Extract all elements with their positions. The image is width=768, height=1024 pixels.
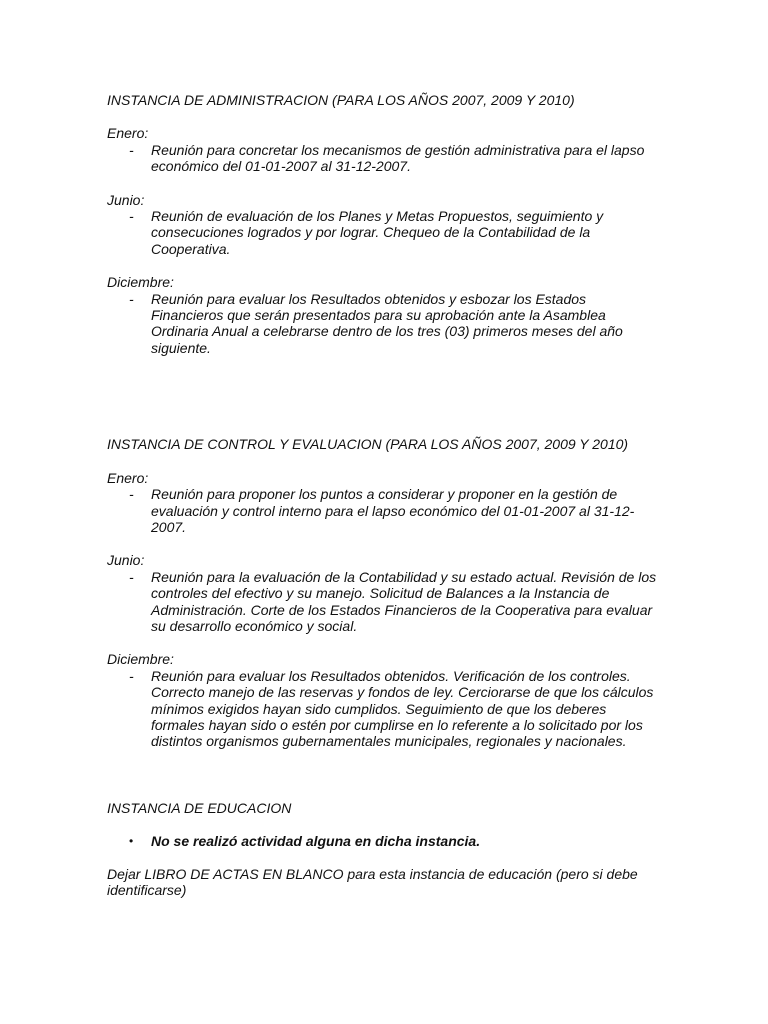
item-text: Reunión de evaluación de los Planes y Metas Propuestos, seguimiento y consecuciones logrados y por lograr. Chequeo de la Contabilidad de la Cooperativa. [151, 208, 604, 257]
list-item [107, 486, 667, 535]
section-title-control: INSTANCIA DE CONTROL Y EVALUACION (PARA LOS AÑOS 2007, 2009 Y 2010) [107, 436, 629, 453]
month-label-junio: Junio: [107, 191, 145, 208]
dash-marker: - [129, 486, 134, 503]
bullet-icon: • [129, 834, 134, 849]
dash-marker: - [129, 141, 134, 158]
dash-marker: - [129, 208, 134, 225]
dash-marker: - [129, 568, 134, 585]
month-label-junio: Junio: [107, 552, 145, 569]
bullet-item [107, 833, 667, 849]
item-text: Reunión para proponer los puntos a considerar y proponer en la gestión de evaluación y control interno para el lapso económico del 01-01-2007 al 31-12-2007. [151, 486, 635, 535]
bullet-text: No se realizó actividad alguna en dicha instancia. [151, 833, 481, 850]
item-text: Reunión para la evaluación de la Contabilidad y su estado actual. Revisión de los controles del efectivo y su manejo. Solicitud de Balances a la Instancia de Administración. Corte de los Estados Financieros de la Cooperativa para evaluar su desarrollo económico y social. [151, 568, 657, 634]
list-item [107, 291, 667, 357]
document-page [107, 92, 667, 898]
list-item [107, 142, 667, 175]
month-label-diciembre: Diciembre: [107, 274, 174, 291]
month-label-enero: Enero: [107, 125, 149, 142]
month-label-diciembre: Diciembre: [107, 651, 174, 668]
closing-note: Dejar LIBRO DE ACTAS EN BLANCO para esta instancia de educación (pero si debe identificarse) [107, 865, 638, 898]
list-item [107, 668, 667, 750]
item-text: Reunión para concretar los mecanismos de gestión administrativa para el lapso económico del 01-01-2007 al 31-12-2007. [151, 141, 645, 175]
dash-marker: - [129, 667, 134, 684]
dash-marker: - [129, 290, 134, 307]
section-title-administracion: INSTANCIA DE ADMINISTRACION (PARA LOS AÑOS 2007, 2009 Y 2010) [107, 92, 575, 108]
section-title-educacion: INSTANCIA DE EDUCACION [107, 799, 292, 816]
month-label-enero: Enero: [107, 469, 149, 486]
list-item [107, 569, 667, 635]
item-text: Reunión para evaluar los Resultados obtenidos y esbozar los Estados Financieros que serán presentados para su aprobación ante la Asamblea Ordinaria Anual a celebrarse dentro de los tres (03) primeros meses del año siguiente. [151, 290, 623, 356]
item-text: Reunión para evaluar los Resultados obtenidos. Verificación de los controles. Correcto manejo de las reservas y fondos de ley. Cerciorarse de que los cálculos mínimos exigidos hayan sido cumplidos. Seguimiento de que los deberes formales hayan sido o estén por cumplirse en lo referente a lo solicitado por los distintos organismos gubernamentales municipales, regionales y nacionales. [151, 667, 654, 750]
list-item [107, 208, 667, 257]
